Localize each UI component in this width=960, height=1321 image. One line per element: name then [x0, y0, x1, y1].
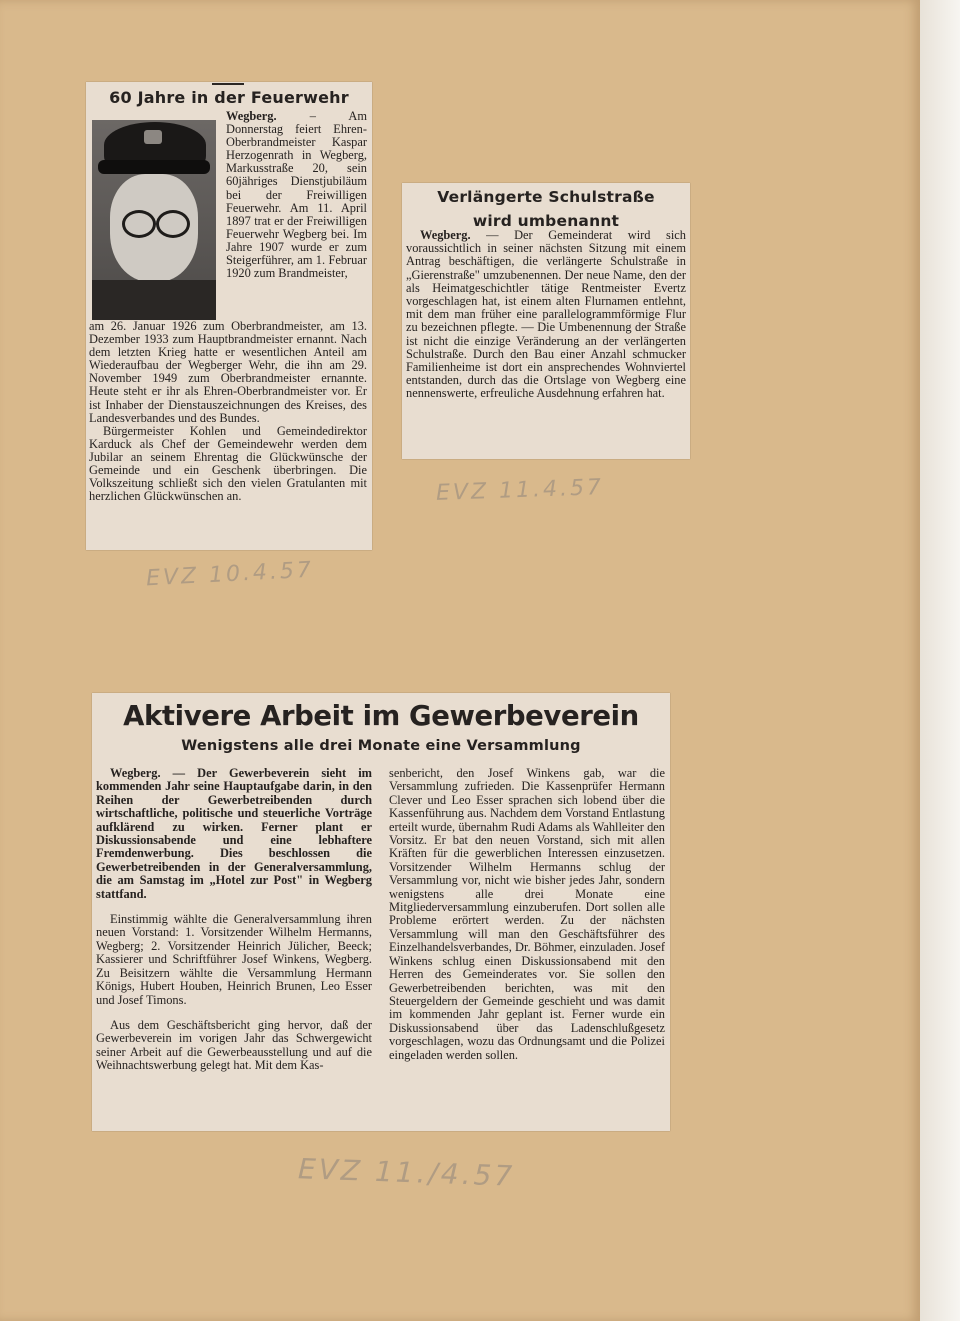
cap-emblem: [144, 130, 162, 144]
headline-rule: [212, 83, 244, 85]
headline: 60 Jahre in der Feuerwehr: [109, 88, 349, 107]
glasses-right-lens: [156, 210, 190, 238]
headline-line-1: Verlängerte Schulstraße: [437, 188, 655, 206]
subheadline: Wenigstens alle drei Monate eine Versammlung: [181, 738, 581, 754]
body-paragraph: Einstimmig wählte die Generalversammlung ihren neuen Vorstand: 1. Vorsitzender Wilhelm Hermanns, Wegberg; 2. Vorsitzender Heinrich Jülicher, Beeck; Kassierer und Schriftführer Josef Winkens, Wegberg. Zu Beisitzern wählte die Versammlung Hermann Königs, Hubert Houben, Heinrich Brunen, Leo Esser und Josef Timons.: [96, 912, 372, 1007]
portrait-photo: [92, 120, 216, 318]
body-paragraph: Aus dem Geschäftsbericht ging hervor, daß der Gewerbeverein im vorigen Jahr das Schwergewicht seiner Arbeit auf die Gewerbeausstellung und auf die Weihnachtswerbung gelegt hat. Mit dem Kas-: [96, 1017, 372, 1073]
headline: Aktivere Arbeit im Gewerbeverein: [123, 700, 639, 732]
body-text: — Der Gemeinderat wird sich voraussichtlich in seiner nächsten Sitzung mit einem Antrag beschäftigen, die verlängerte Schulstraße in „Gierenstraße" umzubenennen. Der neue Name, den der als Heimatgeschichtler tätige Rentmeister Evertz vorgeschlagen hat, ist einem alten Flurnamen entlehnt, mit dem man früher eine parallelogrammförmige Flur zu bezeichnen pflegte. — Die Umbenennung der Straße ist nicht die einzige Veränderung an der verlängerten Schulstraße. Durch den Bau einer Anzahl schmucker Familienheime ist dort ein ansprechendes Wohnviertel entstanden, durch das die Ortslage von Wegberg eine nennenswerte, erfreuliche Ausdehnung erfahren hat.: [406, 228, 686, 401]
handwritten-note: EVZ 11./4.57: [297, 1152, 516, 1193]
body-text: – Am Donnerstag feiert Ehren-Oberbrandmeister Kaspar Herzogenrath in Wegberg, Markusstraße 20, sein 60jähriges Dienstjubiläum bei der Freiwilligen Feuerwehr. Am 11. April 1897 trat er der Freiwilligen Feuerwehr Wegberg bei. Im Jahre 1907 wurde er zum Steigerführer, am 1. Februar 1920 zum Brandmeister,: [226, 109, 367, 281]
body-paragraph: senbericht, den Josef Winkens gab, war die Versammlung zufrieden. Die Kassenprüfer Hermann Clever und Leo Esser sprachen sich lobend über die Kassenführung aus. Nachdem dem Vorstand Entlastung erteilt wurde, übernahm Rudi Adams als Wahlleiter den Vorsitz. Er bat den neuen Vorstand, sich mit allen Kräften für die gewerblichen Interessen einzusetzen. Vorsitzender Wilhelm Hermanns schlug der Versammlung vor, nicht wie bisher jedes Jahr, sondern wenigstens alle drei Monate eine Mitgliederversammlung einzuberufen. Dort sollen alle Probleme erörtert werden. Zu der nächsten Versammlung will man den Geschäftsführer des Einzelhandelsverbandes, Dr. Böhmer, einzuladen. Josef Winkens schlug einen Diskussionsabend mit den Herren des Gemeinderates vor. Sie sollen den Gewerbetreibenden berichten, was mit den Steuergeldern der Gemeinde geschieht und was damit im kommenden Jahr geplant ist. Ferner wurde ein Diskussionsabend über das Ladenschlußgesetz vorgeschlagen, wozu das Ordnungsamt und die Polizei eingeladen werden sollen.: [389, 766, 665, 1062]
page-edge: [920, 0, 960, 1321]
column-left: [96, 767, 372, 1073]
dateline: Wegberg.: [226, 109, 277, 123]
lead-paragraph: Wegberg. — Der Gewerbeverein sieht im kommenden Jahr seine Hauptaufgabe darin, in den Reihen der Gewerbetreibenden durch wirtschaftliche, politische und steuerliche Vorträge aufklärend zu wirken. Ferner plant er Diskussionsabende und eine lebhaftere Fremdenwerbung. Dies beschlossen die Gewerbetreibenden in der Generalversammlung, die am Samstag im „Hotel zur Post" in Wegberg stattfand.: [96, 766, 372, 901]
body-text: Bürgermeister Kohlen und Gemeindedirektor Karduck als Chef der Gemeindewehr werden dem Jubilar an seinem Ehrentag die Glückwünsche der Gemeinde und ein Geschenk überbringen. Die Volkszeitung schließt sich den vielen Gratulanten mit herzlichen Glückwünschen an.: [89, 423, 367, 504]
clipping-schulstrasse: [402, 183, 690, 459]
body-text: am 26. Januar 1926 zum Oberbrandmeister, am 13. Dezember 1933 zum Hauptbrandmeister ernannt. Nach dem letzten Krieg hatte er wesentlichen Anteil am Wiederaufbau der Wegberger Wehr, die ihn am 29. November 1949 zum Oberbrandmeister ernannte. Heute steht er ihr als Ehren-Oberbrandmeister vor. Er ist Inhaber der Dienstauszeichnungen des Kreises, des Landesverbandes und des Bundes.: [89, 319, 367, 425]
headline-line-2: wird umbenannt: [472, 212, 620, 230]
uniform-coat: [92, 280, 216, 320]
handwritten-note: EVZ 11.4.57: [435, 475, 605, 506]
handwritten-note: EVZ 10.4.57: [145, 557, 315, 592]
column-right: [389, 767, 665, 1062]
dateline: Wegberg.: [420, 228, 471, 242]
portrait-face: [110, 174, 198, 282]
clipping-gewerbeverein: [92, 693, 670, 1131]
cap-visor: [98, 160, 210, 174]
glasses-left-lens: [122, 210, 156, 238]
article-body-full: [89, 320, 367, 503]
article-body: [406, 229, 686, 401]
article-body-wrap: [226, 110, 367, 280]
clipping-feuerwehr: [86, 82, 372, 550]
